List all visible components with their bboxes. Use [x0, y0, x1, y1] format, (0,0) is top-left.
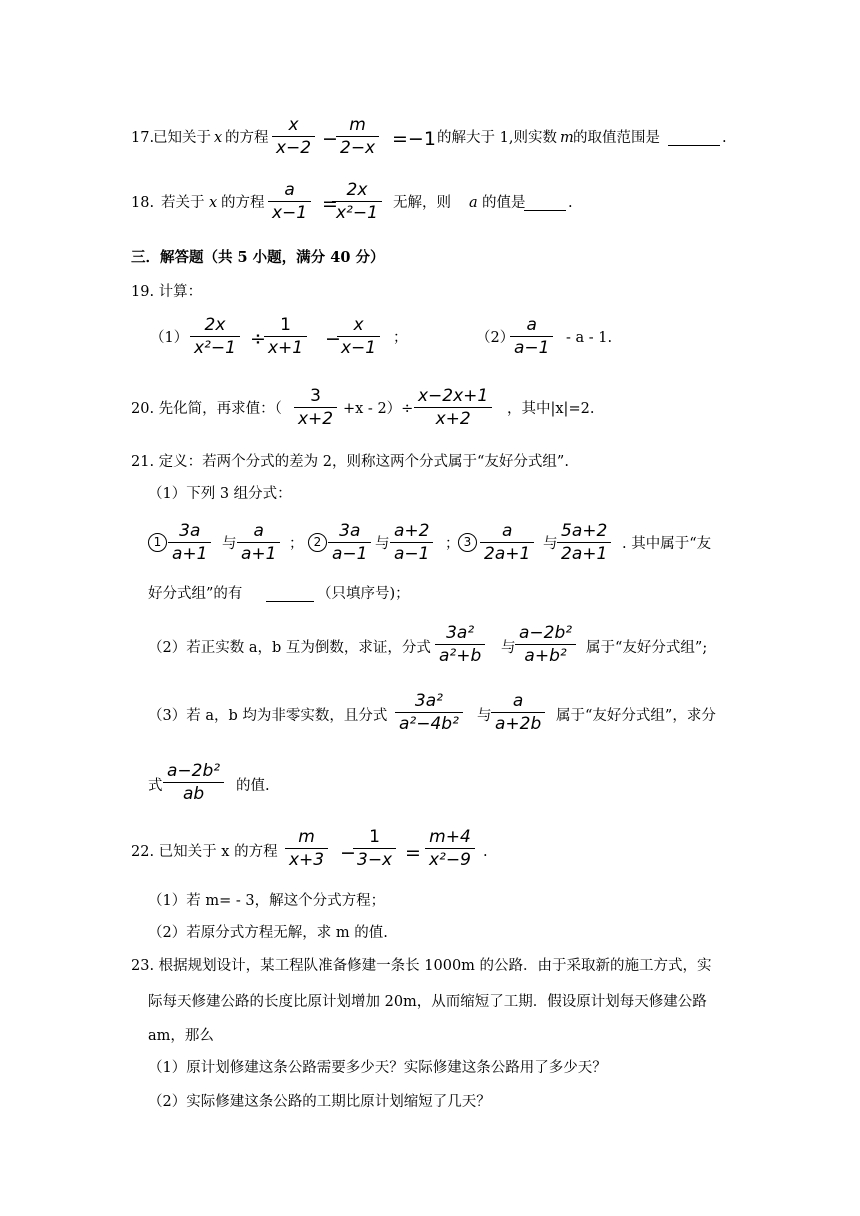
q21-answer-blank: [266, 601, 314, 602]
q21-p3-text: （3）若 a，b 均为非零实数，且分式: [148, 708, 388, 724]
q21-g2-frac-a: 3a a−1: [328, 520, 371, 565]
question-18: [0, 177, 860, 223]
section-3-title: 三．解答题（共 5 小题，满分 40 分）: [131, 249, 385, 266]
q17-fraction-1: x x−2: [272, 114, 315, 159]
q19-label: 19. 计算：: [131, 284, 203, 300]
q21-g1-frac-a: 3a a+1: [168, 520, 211, 565]
q21-line-2b: （只填序号)；: [317, 586, 410, 602]
q21-p3-frac-2: a a+2b: [491, 690, 545, 735]
circled-2: 2: [308, 533, 327, 552]
q18-var-x: x: [209, 195, 218, 211]
q21-g2-frac-b: a+2 a−1: [390, 520, 433, 565]
q18-fraction-1: a x−1: [268, 179, 311, 224]
q21-p2-tail: 属于“友好分式组”;: [586, 640, 708, 656]
q17-end: .: [722, 130, 727, 146]
q19-semicolon: ；: [393, 330, 408, 346]
q18-number: 18.: [131, 195, 155, 211]
q17-tail-2: 的取值范围是: [573, 130, 660, 146]
q17-number: 17.: [131, 130, 155, 146]
q18-answer-blank: [524, 210, 566, 211]
q19-minus: −: [325, 328, 341, 350]
q22-equals: =: [405, 842, 421, 864]
q21-g3-frac-b: 5a+2 2a+1: [557, 520, 611, 565]
q18-var-a: a: [469, 195, 478, 211]
q21-p3-end: 的值.: [236, 778, 270, 794]
circled-3: 3: [458, 533, 477, 552]
q20-tail: ，其中|x|=2.: [507, 401, 595, 417]
q21-p3-yu: 与: [477, 708, 492, 724]
q19-frac-b: 1 x+1: [264, 314, 307, 359]
q19-frac-c: x x−1: [337, 314, 380, 359]
q17-equals: =−1: [392, 128, 436, 150]
q21-part-3-cont: [0, 760, 860, 804]
q17-stem-mid: 的方程: [225, 130, 269, 146]
question-17: [0, 112, 860, 158]
q23-line-3: am，那么: [148, 1028, 214, 1044]
q17-tail-1: 的解大于 1,则实数: [437, 130, 557, 146]
q22-frac-3: m+4 x²−9: [425, 826, 475, 871]
q21-p2-text: （2）若正实数 a，b 互为倒数，求证，分式: [148, 640, 431, 656]
q19-expressions: [0, 312, 860, 358]
q21-g2-sep: ；: [445, 536, 460, 552]
q21-g3-frac-a: a 2a+1: [480, 520, 534, 565]
q17-var-m: m: [560, 130, 574, 146]
q21-p3-frac-3: a−2b² ab: [163, 760, 224, 805]
q19-frac-d: a a−1: [510, 314, 553, 359]
q21-line-2a: 好分式组”的有: [148, 586, 243, 602]
circled-1: 1: [148, 533, 167, 552]
q20-label: 20. 先化简，再求值：（: [131, 401, 282, 417]
q22-frac-1: m x+3: [285, 826, 328, 871]
q19-divide: ÷: [250, 328, 266, 350]
q21-part-3: [0, 690, 860, 734]
q19-part-1: （1）: [150, 330, 189, 346]
q21-p3-tail: 属于“友好分式组”，求分: [556, 708, 716, 724]
q18-end: .: [568, 195, 573, 211]
q22-frac-2: 1 3−x: [353, 826, 396, 871]
q19-part-2: （2）: [476, 330, 515, 346]
q18-fraction-2: 2x x²−1: [332, 179, 382, 224]
q23-part-2: （2）实际修建这条公路的工期比原计划缩短了几天？: [148, 1094, 491, 1110]
q22-part-1: （1）若 m= - 3，解这个分式方程；: [148, 893, 386, 909]
q21-fraction-groups: [0, 518, 860, 564]
q23-line-2: 际每天修建公路的长度比原计划增加 20m，从而缩短了工期．假设原计划每天修建公路: [148, 994, 707, 1010]
q21-part-1-after: . 其中属于“友: [622, 536, 712, 552]
q21-g3-yu: 与: [543, 536, 558, 552]
q17-answer-blank: [668, 145, 720, 146]
q21-p3-frac-1: 3a² a²−4b²: [395, 690, 463, 735]
q21-g1-frac-b: a a+1: [237, 520, 280, 565]
question-20: [0, 383, 860, 429]
q21-g2-yu: 与: [375, 536, 390, 552]
q22-part-2: （2）若原分式方程无解，求 m 的值.: [148, 925, 388, 941]
q17-stem: 已知关于: [153, 130, 211, 146]
q23-part-1: （1）原计划修建这条公路需要多少天？实际修建这条公路用了多少天？: [148, 1060, 607, 1076]
question-22: [0, 826, 860, 870]
q17-var-x: x: [214, 130, 223, 146]
q19-part-2-tail: - a - 1.: [566, 330, 613, 346]
q21-g1-sep: ；: [289, 536, 304, 552]
q17-minus: −: [322, 128, 338, 150]
q18-tail-1: 无解，则: [393, 195, 451, 211]
q18-equals: =: [322, 193, 338, 215]
q23-line-1: 23. 根据规划设计，某工程队准备修建一条长 1000m 的公路．由于采取新的施工方式，实: [131, 958, 712, 974]
q18-stem-mid: 的方程: [221, 195, 265, 211]
q21-label: 21. 定义：若两个分式的差为 2，则称这两个分式属于“友好分式组”.: [131, 454, 569, 470]
q20-frac-2: x−2x+1 x+2: [414, 385, 492, 430]
q18-tail-2: 的值是: [482, 195, 526, 211]
q21-p2-yu: 与: [501, 640, 516, 656]
q21-part-2: [0, 622, 860, 666]
q19-frac-a: 2x x²−1: [190, 314, 240, 359]
q21-p2-frac-2: a−2b² a+b²: [515, 622, 576, 667]
q17-fraction-2: m 2−x: [336, 114, 379, 159]
q21-p2-frac-1: 3a² a²+b: [435, 622, 485, 667]
q21-g1-yu: 与: [222, 536, 237, 552]
q20-mid: +x - 2）÷: [343, 401, 414, 417]
q22-end: .: [483, 844, 488, 860]
q22-minus: −: [340, 842, 356, 864]
q18-stem: 若关于: [161, 195, 205, 211]
q22-label: 22. 已知关于 x 的方程: [131, 844, 278, 860]
q21-part-1: （1）下列 3 组分式：: [148, 486, 292, 502]
q21-p3-b: 式: [148, 778, 163, 794]
q20-frac-1: 3 x+2: [294, 385, 337, 430]
